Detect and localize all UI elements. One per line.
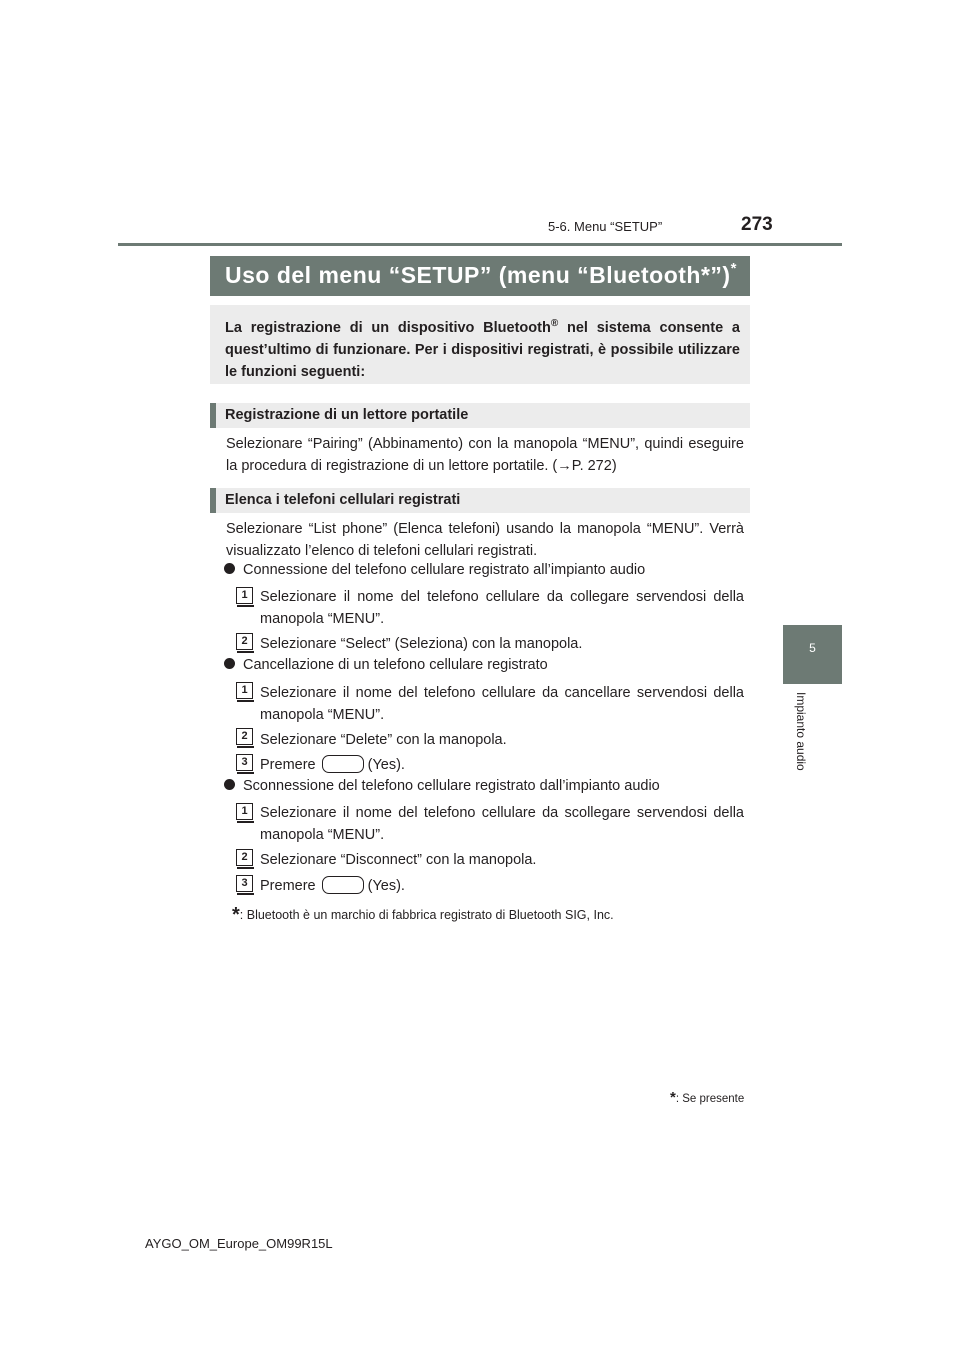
step-number-icon: 1 — [236, 587, 253, 604]
yes-button-icon — [322, 755, 364, 773]
step-number-icon: 2 — [236, 728, 253, 745]
availability-note: *: Se presente — [670, 1089, 745, 1106]
document-code: AYGO_OM_Europe_OM99R15L — [145, 1236, 333, 1251]
step-number-icon: 2 — [236, 849, 253, 866]
bullet-disconnect: Sconnessione del telefono cellulare registrato dall’impianto audio — [224, 778, 660, 794]
trademark-footnote: *: Bluetooth è un marchio di fabbrica registrato di Bluetooth SIG, Inc. — [232, 904, 614, 926]
bullet-icon — [224, 658, 235, 669]
step-text: Premere (Yes). — [260, 757, 405, 773]
step-text: Selezionare “Disconnect” con la manopola. — [260, 852, 537, 868]
step-text: Selezionare il nome del telefono cellulare da scollegare servendosi della manopola “MENU”. — [260, 805, 744, 843]
bullet-delete: Cancellazione di un telefono cellulare registrato — [224, 657, 548, 673]
header-rule — [118, 243, 842, 246]
step-number-icon: 3 — [236, 875, 253, 892]
section-header: 5-6. Menu “SETUP” — [548, 219, 663, 234]
step-text: Selezionare il nome del telefono cellulare da cancellare servendosi della manopola “MENU”. — [260, 685, 744, 723]
step-text: Selezionare il nome del telefono cellulare da collegare servendosi della manopola “MENU”. — [260, 589, 744, 627]
step-text: Selezionare “Delete” con la manopola. — [260, 732, 507, 748]
intro-text: La registrazione di un dispositivo Bluetooth® nel sistema consente a quest’ultimo di funzionare. Per i dispositivi registrati, è possibile utilizzare le funzioni seguenti: — [225, 318, 740, 380]
bullet-icon — [224, 779, 235, 790]
page-title-bar — [210, 256, 750, 296]
bullet-icon — [224, 563, 235, 574]
subheading-portable-player: Registrazione di un lettore portatile — [210, 403, 750, 428]
chapter-label: Impianto audio — [794, 692, 808, 771]
availability-marker: * — [730, 260, 737, 277]
bullet-connect: Connessione del telefono cellulare registrato all’impianto audio — [224, 562, 645, 578]
step-number-icon: 3 — [236, 754, 253, 771]
subheading-list-phones: Elenca i telefoni cellulari registrati — [210, 488, 750, 513]
intro-box — [210, 305, 750, 384]
yes-button-icon — [322, 876, 364, 894]
step-number-icon: 1 — [236, 682, 253, 699]
step-number-icon: 2 — [236, 633, 253, 650]
section-body-pairing: Selezionare “Pairing” (Abbinamento) con la manopola “MENU”, quindi eseguire la procedura di registrazione di un lettore portatile. (→P. 272) — [226, 436, 744, 474]
section-body-list-phone: Selezionare “List phone” (Elenca telefoni) usando la manopola “MENU”. Verrà visualizzato l’elenco di telefoni cellulari registrati. — [226, 521, 744, 559]
step-text: Premere (Yes). — [260, 878, 405, 894]
step-text: Selezionare “Select” (Seleziona) con la manopola. — [260, 636, 583, 652]
chapter-tab: 5 — [783, 625, 842, 684]
page-number: 273 — [741, 214, 773, 235]
step-number-icon: 1 — [236, 803, 253, 820]
page-title: Uso del menu “SETUP” (menu “Bluetooth*”)* — [225, 260, 737, 288]
